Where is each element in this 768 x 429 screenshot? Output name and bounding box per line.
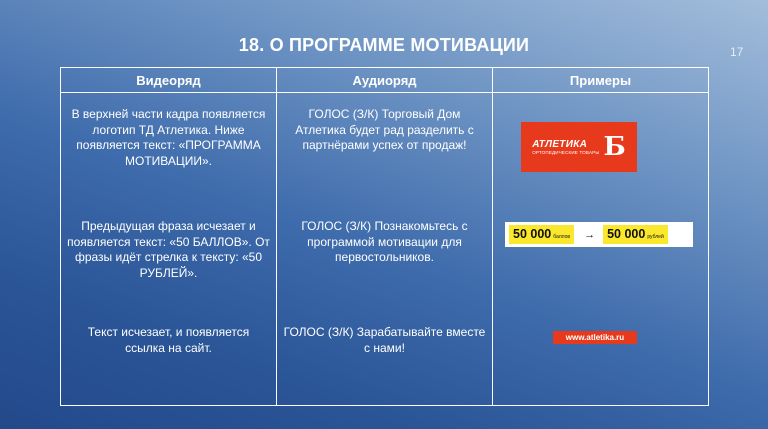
page-number: 17 xyxy=(730,45,744,59)
table-row xyxy=(61,93,709,406)
rubles-unit: рублей xyxy=(647,234,664,240)
logo-letter-icon: Б xyxy=(603,132,626,162)
video-step-2: Предыдущая фраза исчезает и появляется текст: «50 БАЛЛОВ». От фразы идёт стрелка к тексту: «50 РУБЛЕЙ». xyxy=(67,219,270,280)
points-value: 50 000 xyxy=(513,227,552,241)
points-pill xyxy=(509,225,574,244)
header-examples: Примеры xyxy=(493,68,709,93)
logo-tagline: ОРТОПЕДИЧЕСКИЕ ТОВАРЫ xyxy=(532,149,600,155)
points-unit: баллов xyxy=(553,234,571,240)
rubles-pill xyxy=(603,225,668,244)
atletika-logo xyxy=(521,122,637,172)
script-table xyxy=(60,67,709,406)
slide-title: 18. О ПРОГРАММЕ МОТИВАЦИИ xyxy=(238,35,530,55)
examples-column xyxy=(493,93,709,406)
website-link[interactable]: www.atletika.ru xyxy=(553,331,637,344)
video-column xyxy=(61,93,277,406)
audio-step-1: ГОЛОС (З/К) Торговый Дом Атлетика будет рад разделить с партнёрами успех от продаж! xyxy=(295,107,474,152)
arrow-right-icon: → xyxy=(584,228,596,241)
table-header-row xyxy=(61,68,709,93)
audio-column xyxy=(277,93,493,406)
header-video: Видеоряд xyxy=(61,68,277,93)
logo-name: АТЛЕТИКА xyxy=(532,138,588,150)
rubles-value: 50 000 xyxy=(607,227,646,241)
video-step-3: Текст исчезает, и появляется ссылка на сайт. xyxy=(87,325,250,355)
audio-step-2: ГОЛОС (З/К) Познакомьтесь с программой мотивации для первостольников. xyxy=(301,219,468,264)
header-audio: Аудиоряд xyxy=(277,68,493,93)
points-to-rubles-example xyxy=(505,222,693,247)
audio-step-3: ГОЛОС (З/К) Зарабатывайте вместе с нами! xyxy=(283,325,486,355)
video-step-1: В верхней части кадра появляется логотип ТД Атлетика. Ниже появляется текст: «ПРОГРАММА МОТИВАЦИИ». xyxy=(71,107,266,168)
